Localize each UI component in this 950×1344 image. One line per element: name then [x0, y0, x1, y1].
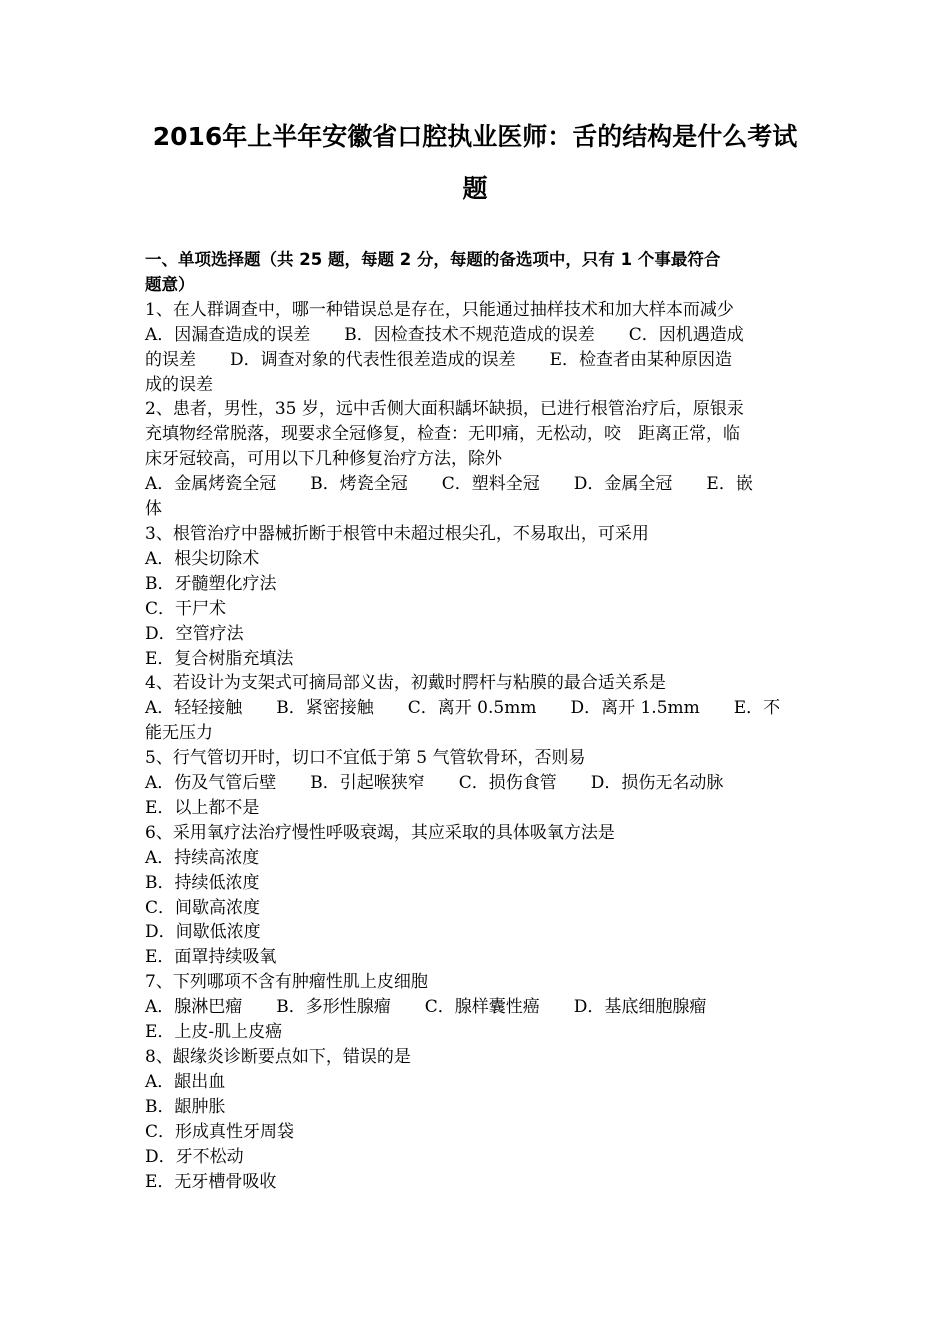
question-item — [145, 397, 810, 522]
question-item — [145, 821, 810, 970]
answer-option-line: 能无压力 — [145, 723, 213, 744]
answer-option-line: A．根尖切除术 — [145, 548, 260, 569]
title-line-2: 题 — [462, 174, 488, 203]
question-item — [145, 746, 810, 821]
answer-option-line: B．龈肿胀 — [145, 1096, 226, 1117]
answer-option-line: C．形成真性牙周袋 — [145, 1121, 295, 1142]
question-list — [145, 298, 810, 1195]
question-stem-line: 2、患者，男性，35 岁，远中舌侧大面积龋坏缺损，已进行根管治疗后，原银汞 — [145, 399, 744, 420]
question-stem-line: 5、行气管切开时，切口不宜低于第 5 气管软骨环，否则易 — [145, 748, 586, 769]
answer-option-line: A．金属烤瓷全冠 B．烤瓷全冠 C．塑料全冠 D．金属全冠 E．嵌 — [145, 474, 753, 495]
answer-option-line: A．持续高浓度 — [145, 847, 260, 868]
question-item — [145, 298, 810, 398]
answer-option-line: B．牙髓塑化疗法 — [145, 573, 277, 594]
answer-option-line: E．以上都不是 — [145, 797, 260, 818]
answer-option-line: A．轻轻接触 B．紧密接触 C．离开 0.5mm D．离开 1.5mm E．不 — [145, 698, 781, 719]
question-stem-line: 6、采用氧疗法治疗慢性呼吸衰竭，其应采取的具体吸氧方法是 — [145, 822, 615, 843]
answer-option-line: 体 — [145, 499, 162, 520]
question-stem-line: 3、根管治疗中器械折断于根管中未超过根尖孔，不易取出，可采用 — [145, 523, 649, 544]
question-stem-line: 床牙冠较高，可用以下几种修复治疗方法，除外 — [145, 449, 502, 470]
document-title — [140, 116, 810, 210]
question-item — [145, 1045, 810, 1194]
answer-option-line: D．空管疗法 — [145, 623, 244, 644]
question-stem-line: 7、下列哪项不含有肿瘤性肌上皮细胞 — [145, 972, 428, 993]
answer-option-line: E．面罩持续吸氧 — [145, 947, 277, 968]
answer-option-line: A．腺淋巴瘤 B．多形性腺瘤 C．腺样囊性癌 D．基底细胞腺瘤 — [145, 997, 707, 1018]
answer-option-line: 的误差 D．调查对象的代表性很差造成的误差 E．检查者由某种原因造 — [145, 349, 733, 370]
question-item — [145, 671, 810, 746]
question-item — [145, 522, 810, 671]
section-heading-line-1: 一、单项选择题（共 25 题，每题 2 分，每题的备选项中，只有 1 个事最符合 — [145, 250, 721, 269]
answer-option-line: C．间歇高浓度 — [145, 897, 261, 918]
question-stem-line: 充填物经常脱落，现要求全冠修复，检查：无叩痛，无松动，咬 距离正常，临 — [145, 424, 740, 445]
section-heading — [145, 248, 810, 298]
answer-option-line: E．上皮-肌上皮癌 — [145, 1022, 283, 1043]
document-body — [145, 248, 810, 1194]
answer-option-line: 成的误差 — [145, 374, 213, 395]
title-line-1: 2016年上半年安徽省口腔执业医师：舌的结构是什么考试 — [152, 122, 798, 151]
answer-option-line: B．持续低浓度 — [145, 872, 260, 893]
question-stem-line: 1、在人群调查中，哪一种错误总是存在，只能通过抽样技术和加大样本而减少 — [145, 299, 734, 320]
answer-option-line: E．复合树脂充填法 — [145, 648, 294, 669]
answer-option-line: E．无牙槽骨吸收 — [145, 1171, 277, 1192]
answer-option-line: D．牙不松动 — [145, 1146, 244, 1167]
answer-option-line: A．龈出血 — [145, 1071, 226, 1092]
section-heading-line-2: 题意） — [145, 274, 195, 294]
answer-option-line: C．干尸术 — [145, 598, 227, 619]
question-stem-line: 4、若设计为支架式可摘局部义齿，初戴时腭杆与粘膜的最合适关系是 — [145, 673, 666, 694]
answer-option-line: A．伤及气管后壁 B．引起喉狭窄 C．损伤食管 D．损伤无名动脉 — [145, 773, 724, 794]
question-stem-line: 8、龈缘炎诊断要点如下，错误的是 — [145, 1047, 411, 1067]
question-item — [145, 970, 810, 1045]
answer-option-line: D．间歇低浓度 — [145, 922, 261, 943]
answer-option-line: A．因漏查造成的误差 B．因检查技术不规范造成的误差 C．因机遇造成 — [145, 324, 744, 345]
